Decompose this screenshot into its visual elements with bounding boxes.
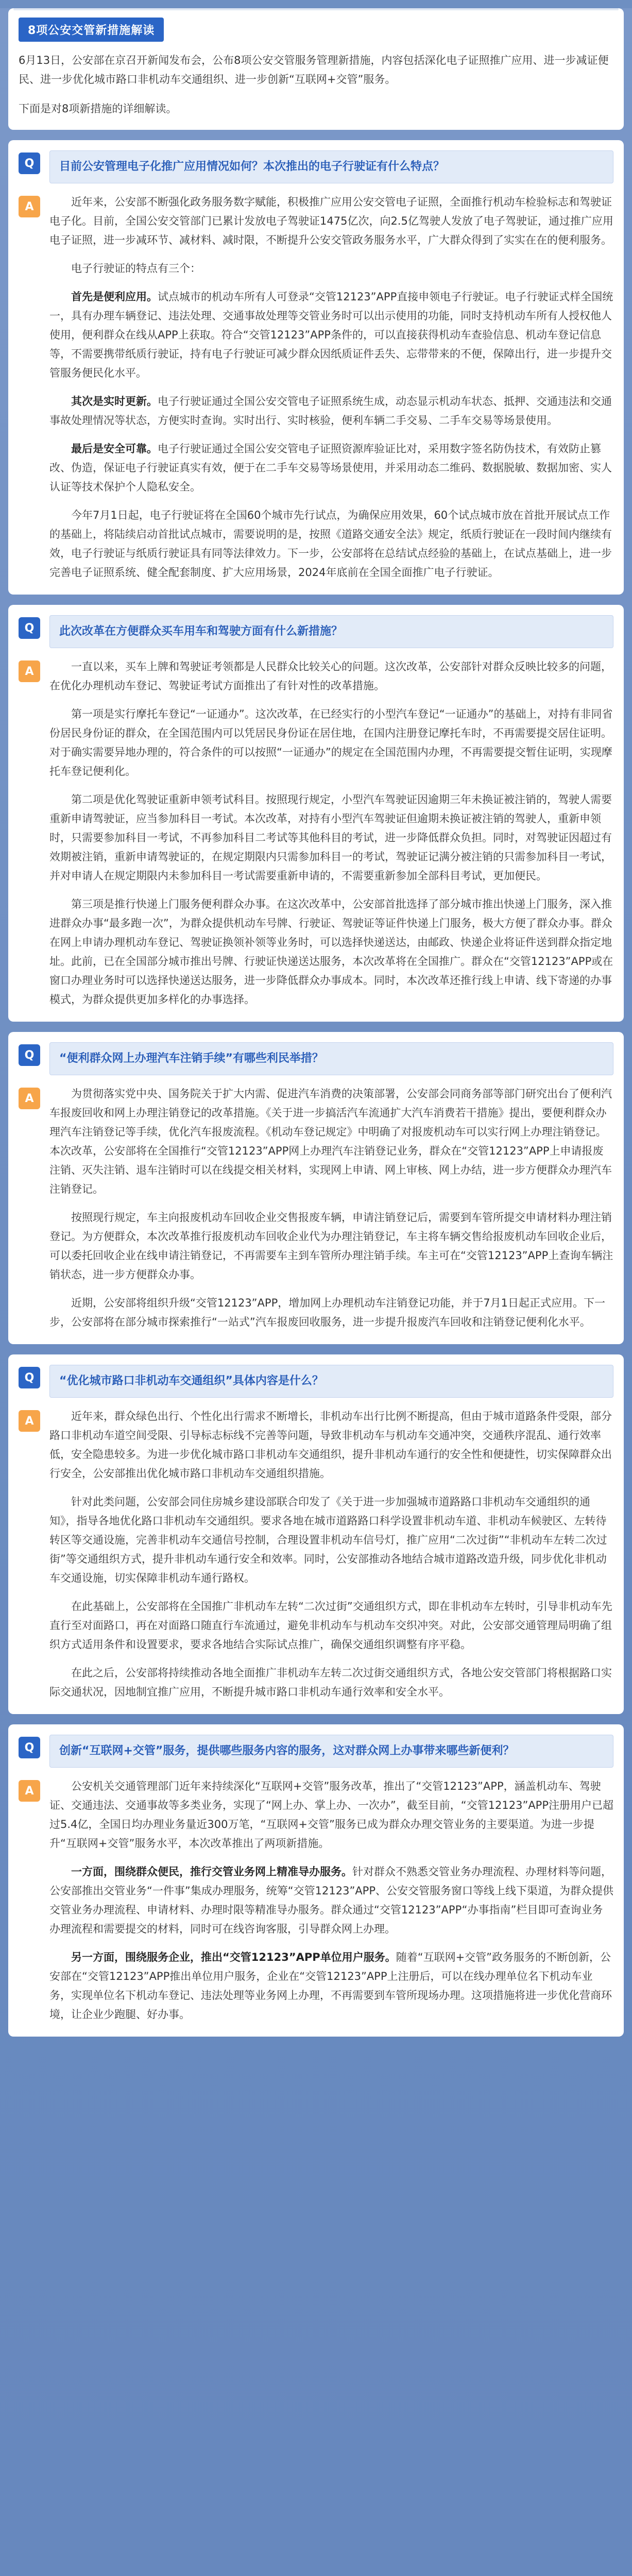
answer-paragraph: 一直以来，买车上牌和驾驶证考领都是人民群众比较关心的问题。这次改革，公安部针对群众反映比较多的问题，在优化办理机动车登记、驾驶证考试方面推出了有针对性的改革措施。 (49, 660, 612, 692)
answer-text (49, 1407, 613, 1702)
qa-card (8, 140, 624, 595)
intro-paragraph-2: 下面是对8项新措施的详细解读。 (19, 103, 177, 115)
question-badge: Q (19, 152, 40, 174)
question-row (19, 150, 613, 183)
answer-text (49, 657, 613, 1009)
qa-card (8, 605, 624, 1022)
qa-card (8, 1724, 624, 2037)
answer-badge: A (19, 1780, 40, 1802)
answer-paragraph: 首先是便利应用。试点城市的机动车所有人可登录“交管12123”APP直接申领电子行驶证。电子行驶证式样全国统一，具有办理车辆登记、违法处理、交通事故处理等交管业务时可以出示使用的功能，同时支持机动车所有人授权他人使用，便利群众在线从APP上获取。符合“交管12123”APP条件的，可以直接获得机动车查验信息、机动车登记信息等，不需要携带纸质行驶证，持有电子行驶证可减少群众因纸质证件丢失、忘带带来的不便，保障出行，进一步提升交管服务便民化水平。 (49, 291, 613, 379)
answer-text (49, 193, 613, 582)
answer-paragraph: 在此之后，公安部将持续推动各地全面推广非机动车左转二次过街交通组织方式，各地公安交管部门将根据路口实际交通状况，因地制宜推广应用，不断提升城市路口非机动车通行效率和安全水平。 (49, 1667, 612, 1698)
answer-paragraph: 今年7月1日起，电子行驶证将在全国60个城市先行试点，为确保应用效果，60个试点城市放在首批开展试点工作的基础上，将陆续启动首批试点城市，需要说明的是，按照《道路交通安全法》规定，纸质行驶证在一段时间内继续有效，电子行驶证与纸质行驶证具有同等法律效力。下一步，公安部将在总结试点经验的基础上，在试点基础上，进一步完善电子证照系统、健全配套制度、扩大应用场景，2024年底前在全国全面推广电子行驶证。 (49, 509, 612, 579)
qa-card (8, 1354, 624, 1714)
question-text: 此次改革在方便群众买车用车和驾驶方面有什么新措施？ (49, 615, 613, 648)
question-row (19, 615, 613, 648)
question-badge: Q (19, 1044, 40, 1066)
question-row (19, 1735, 613, 1768)
answer-paragraph: 为贯彻落实党中央、国务院关于扩大内需、促进汽车消费的决策部署，公安部会同商务部等部门研究出台了便利汽车报废回收和网上办理注销登记的改革措施。《关于进一步搞活汽车流通扩大汽车消费若干措施》提出，要便利群众办理汽车注销登记等手续，优化汽车报废流程。《机动车登记规定》中明确了对报废机动车可以实行网上办理注销登记。本次改革，公安部将在全国推行“交管12123”APP网上办理汽车注销登记业务，群众在“交管12123”APP上申请报废注销、灭失注销、退车注销时可以在线提交相关材料，实现网上申请、网上审核、网上办结，进一步方便群众办理汽车注销登记。 (49, 1088, 612, 1195)
question-text: “便利群众网上办理汽车注销手续”有哪些利民举措？ (49, 1042, 613, 1075)
answer-paragraph: 在此基础上，公安部将在全国推广非机动车左转“二次过街”交通组织方式，即在非机动车左转时，引导非机动车先直行至对面路口，再在对面路口随直行车流通过，避免非机动车与机动车交织冲突。对此，公安部交通管理局明确了组织方式适用条件和设置要求，要求各地结合实际试点推广，确保交通组织调整有序平稳。 (49, 1600, 612, 1651)
answer-paragraph: 第二项是优化驾驶证重新申领考试科目。按照现行规定，小型汽车驾驶证因逾期三年未换证被注销的，驾驶人需要重新申请驾驶证，应当参加科目一考试。本次改革，对持有小型汽车驾驶证但逾期未换证被注销的驾驶人，重新申领时，只需要参加科目一考试，不再参加科目二考试等其他科目的考试，进一步降低群众负担。同时，对驾驶证因超过有效期被注销，重新申请驾驶证的，在规定期限内只需参加科目一的考试，驾驶证记满分被注销的只需参加科目一考试，并对申请人在规定期限内未参加科目一考试需要重新申请的，不需要重新参加全部科目考试，更加便民。 (49, 793, 612, 882)
answer-paragraph: 公安机关交通管理部门近年来持续深化“互联网+交管”服务改革，推出了“交管12123”APP，涵盖机动车、驾驶证、交通违法、交通事故等多类业务，实现了“网上办、掌上办、一次办”，截至目前，“交管12123”APP注册用户已超过5.4亿，全国日均办理业务量近300万笔，“互联网+交管”服务已成为群众办理交管业务的主要渠道。为进一步提升“互联网+交管”服务水平，本次改革推出了两项新措施。 (49, 1780, 614, 1850)
answer-paragraph: 电子行驶证的特点有三个： (71, 262, 201, 275)
question-text: 创新“互联网+交管”服务，提供哪些服务内容的服务，这对群众网上办事带来哪些新便利？ (49, 1735, 613, 1768)
question-row (19, 1365, 613, 1398)
header-card (8, 8, 624, 130)
answer-row (19, 1407, 613, 1702)
answer-paragraph: 针对此类问题，公安部会同住房城乡建设部联合印发了《关于进一步加强城市道路路口非机动车交通组织的通知》，指导各地优化路口非机动车交通组织。要求各地在城市道路路口科学设置非机动车道、非机动车候驶区、左转待转区等交通设施，完善非机动车交通信号控制，合理设置非机动车信号灯，推广应用“二次过街”“非机动车左转二次过街”等交通组织方式，提升非机动车通行安全和效率。同时，公安部推动各地结合城市道路改造升级，同步优化非机动车交通设施，切实保障非机动车通行路权。 (49, 1496, 607, 1584)
question-badge: Q (19, 1737, 40, 1758)
answer-badge: A (19, 1410, 40, 1432)
answer-row (19, 193, 613, 582)
page (0, 8, 632, 2576)
answer-row (19, 1777, 613, 2024)
answer-paragraph: 近年来，公安部不断强化政务服务数字赋能，积极推广应用公安交管电子证照，全面推行机动车检验标志和驾驶证电子化。目前，全国公安交管部门已累计发放电子驾驶证1475亿次，向2.5亿驾驶人发放了电子驾驶证，通过推广应用电子证照，进一步减环节、减材料、减时限，不断提升公安交管政务服务水平，广大群众得到了实实在在的便利服务。 (49, 196, 613, 246)
question-text: “优化城市路口非机动车交通组织”具体内容是什么？ (49, 1365, 613, 1398)
answer-paragraph: 最后是安全可靠。电子行驶证通过全国公安交管电子证照资源库验证比对，采用数字签名防伪技术，有效防止篡改、伪造，保证电子行驶证真实有效，便于在二手车交易等场景使用，并采用动态二维码、数据脱敏、数据加密、实人认证等技术保护个人隐私安全。 (49, 443, 612, 493)
answer-paragraph: 近年来，群众绿色出行、个性化出行需求不断增长，非机动车出行比例不断提高，但由于城市道路条件受限，部分路口非机动车道空间受限、引导标志标线不完善等问题，导致非机动车与机动车交通冲突，交通秩序混乱、通行效率低，安全隐患较多。为进一步优化城市路口非机动车交通组织，提升非机动车通行的安全性和便捷性，切实保障群众出行安全，公安部推出优化城市路口非机动车交通组织措施。 (49, 1410, 612, 1480)
answer-row (19, 1084, 613, 1332)
answer-paragraph: 第一项是实行摩托车登记“一证通办”。这次改革，在已经实行的小型汽车登记“一证通办”的基础上，对持有非同省份居民身份证的群众，在全国范围内可以凭居民身份证在居住地，在国内注册登记摩托车时，不再需要提交居住证明。对于确实需要异地办理的，符合条件的可以按照“一证通办”的规定在全国范围内办理，不再需要提交暂住证明，实现摩托车登记便利化。 (49, 708, 613, 777)
answer-text (49, 1777, 613, 2024)
qa-list (0, 140, 632, 2037)
answer-text (49, 1084, 613, 1332)
answer-paragraph: 其次是实时更新。电子行驶证通过全国公安交管电子证照系统生成，动态显示机动车状态、抵押、交通违法和交通事故处理情况等状态，方便实时查询。实时出行、实时核验，便利车辆二手交易、二手车交易等场景使用。 (49, 395, 612, 427)
answer-badge: A (19, 196, 40, 217)
answer-paragraph: 一方面，围绕群众便民，推行交管业务网上精准导办服务。针对群众不熟悉交管业务办理流程、办理材料等问题，公安部推出交管业务“一件事”集成办理服务，统筹“交管12123”APP、公安交管服务窗口等线上线下渠道，为群众提供交管业务办理流程、申请材料、办理时限等精准导办服务。群众通过“交管12123”APP“办事指南”栏目即可查询业务办理流程和需要提交的材料，同时可在线咨询客服，引导群众网上办理。 (49, 1866, 614, 1935)
question-badge: Q (19, 617, 40, 639)
question-text: 目前公安管理电子化推广应用情况如何？本次推出的电子行驶证有什么特点？ (49, 150, 613, 183)
page-title-badge: 8项公安交管新措施解读 (19, 18, 164, 42)
question-badge: Q (19, 1367, 40, 1388)
answer-row (19, 657, 613, 1009)
answer-badge: A (19, 660, 40, 682)
qa-card (8, 1032, 624, 1344)
answer-paragraph: 按照现行规定，车主向报废机动车回收企业交售报废车辆，申请注销登记后，需要到车管所提交申请材料办理注销登记。为方便群众，本次改革推行报废机动车回收企业代为办理注销登记，车主将车辆交售给报废机动车回收企业后，可以委托回收企业在线申请注销登记，不再需要车主到车管所办理注销手续。车主可在“交管12123”APP上查询车辆注销状态，进一步方便群众办事。 (49, 1211, 613, 1281)
header-divider (13, 8, 619, 10)
answer-paragraph: 另一方面，围绕服务企业，推出“交管12123”APP单位用户服务。随着“互联网+交管”政务服务的不断创新，公安部在“交管12123”APP推出单位用户服务，企业在“交管12123”APP上注册后，可以在线办理单位名下机动车业务，实现单位名下机动车登记、违法处理等业务网上办理，不再需要到车管所现场办理。这项措施将进一步优化营商环境，让企业少跑腿、好办事。 (49, 1951, 612, 2021)
answer-paragraph: 近期，公安部将组织升级“交管12123”APP，增加网上办理机动车注销登记功能，并于7月1日起正式应用。下一步，公安部将在部分城市探索推行“一站式”汽车报废回收服务，进一步提升报废汽车回收和注销登记便利化水平。 (49, 1297, 605, 1328)
answer-badge: A (19, 1088, 40, 1109)
answer-paragraph: 第三项是推行快递上门服务便利群众办事。在这次改革中，公安部首批选择了部分城市推出快递上门服务，深入推进群众办事“最多跑一次”，为群众提供机动车号牌、行驶证、驾驶证等证件快递上门服务，极大方便了群众办事。群众在网上申请办理机动车登记、驾驶证换领补领等业务时，可以选择快递送达，由邮政、快递企业将证件送到群众指定地址。此前，已在全国部分城市推出号牌、行驶证快递送达服务，本次改革将在全国推广。群众在“交管12123”APP或在窗口办理业务时可以选择快递送达服务，进一步降低群众办事成本。同时，本次改革还推行线上申请、线下寄递的办事模式，为群众提供更加多样化的办事选择。 (49, 898, 613, 1006)
intro-paragraph: 6月13日，公安部在京召开新闻发布会，公布8项公安交管服务管理新措施，内容包括深化电子证照推广应用、进一步减证便民、进一步优化城市路口非机动车交通组织、进一步创新“互联网+交管”服务。 (19, 54, 609, 86)
question-row (19, 1042, 613, 1075)
